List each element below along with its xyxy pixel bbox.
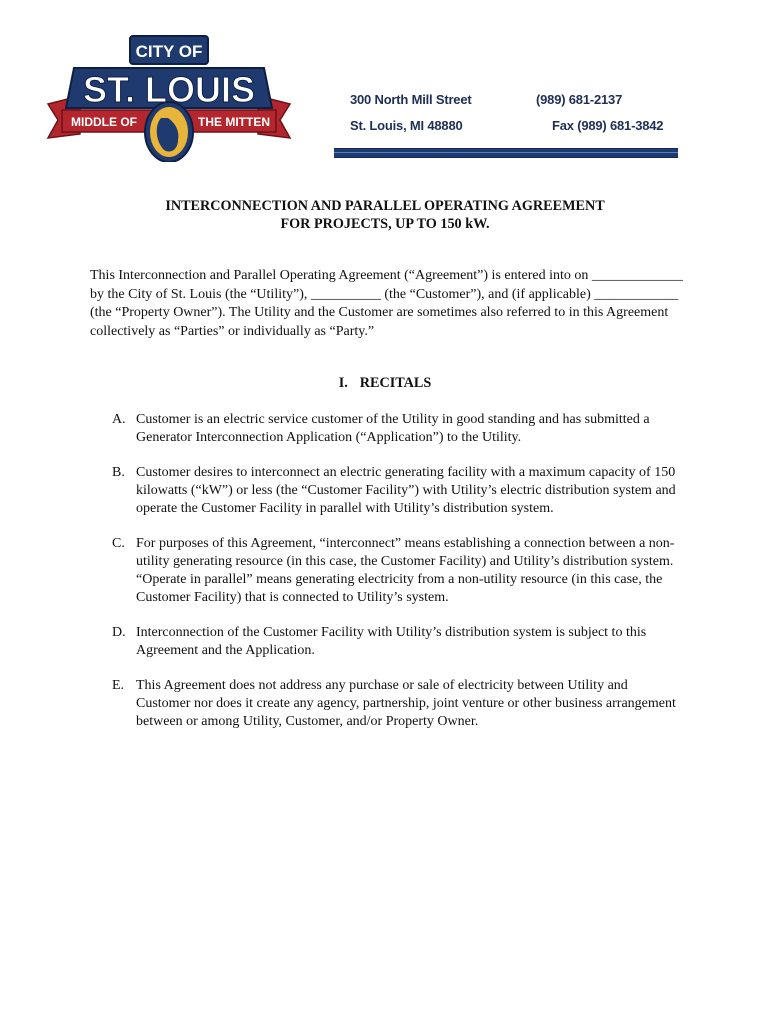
- recital-text: Customer desires to interconnect an electric generating facility with a maximum capacity of 150 kilowatts (“kW”) or less (the “Customer Facility”) with Utility’s electric distribution system and operate the Customer Facility in parallel with Utility’s distribution system.: [136, 465, 676, 516]
- recitals-list: [112, 411, 682, 748]
- intro-paragraph: [90, 267, 690, 341]
- recital-item: [112, 535, 682, 607]
- recital-text: Interconnection of the Customer Facility with Utility’s distribution system is subject to this Agreement and the Application.: [136, 625, 647, 658]
- logo-line1: CITY OF: [135, 42, 203, 61]
- fax-number: Fax (989) 681-3842: [552, 118, 664, 133]
- logo-line2: ST. LOUIS: [82, 69, 256, 110]
- address-city: St. Louis, MI 48880: [350, 118, 463, 133]
- logo-ribbon-right: THE MITTEN: [198, 115, 270, 129]
- recital-letter: E.: [112, 678, 125, 693]
- recital-text: For purposes of this Agreement, “interconnect” means establishing a connection between a non-utility generating resource (in this case, the Customer Facility) and Utility’s distribution system. “Operate in parallel” means generating electricity from a non-utility resource (in this case, the Customer Facility) that is connected to Utility’s system.: [136, 536, 675, 605]
- recital-letter: C.: [112, 536, 125, 551]
- recital-item: [112, 677, 682, 731]
- recital-item: [112, 624, 682, 660]
- section-heading: [0, 375, 770, 392]
- intro-text: This Interconnection and Parallel Operating Agreement (“Agreement”) is entered into on _____________ by the City of St. Louis (the “Utility”), __________ (the “Customer”), and (if applicable) ____________ (the “Property Owner”). The Utility and the Customer are sometimes also referred to in this Agreement collectively as “Parties” or individually as “Party.”: [90, 268, 683, 339]
- recital-letter: B.: [112, 465, 125, 480]
- header-rule: [334, 148, 678, 158]
- document-title: [0, 197, 770, 233]
- address-street: 300 North Mill Street: [350, 92, 472, 107]
- recital-text: Customer is an electric service customer of the Utility in good standing and has submitted a Generator Interconnection Application (“Application”) to the Utility.: [136, 412, 650, 445]
- letterhead: [0, 0, 770, 170]
- recital-item: [112, 411, 682, 447]
- recital-letter: D.: [112, 625, 126, 640]
- title-line1: INTERCONNECTION AND PARALLEL OPERATING AGREEMENT: [165, 198, 605, 214]
- phone-number: (989) 681-2137: [536, 92, 623, 107]
- title-line2: FOR PROJECTS, UP TO 150 kW.: [280, 216, 490, 232]
- city-logo: [44, 34, 294, 162]
- section-title: RECITALS: [359, 375, 432, 391]
- recital-item: [112, 464, 682, 518]
- logo-ribbon-left: MIDDLE OF: [71, 115, 137, 129]
- recital-text: This Agreement does not address any purchase or sale of electricity between Utility and Customer nor does it create any agency, partnership, joint venture or other business arrangement between or among Utility, Customer, and/or Property Owner.: [136, 678, 676, 729]
- recital-letter: A.: [112, 412, 126, 427]
- section-number: I.: [338, 375, 348, 391]
